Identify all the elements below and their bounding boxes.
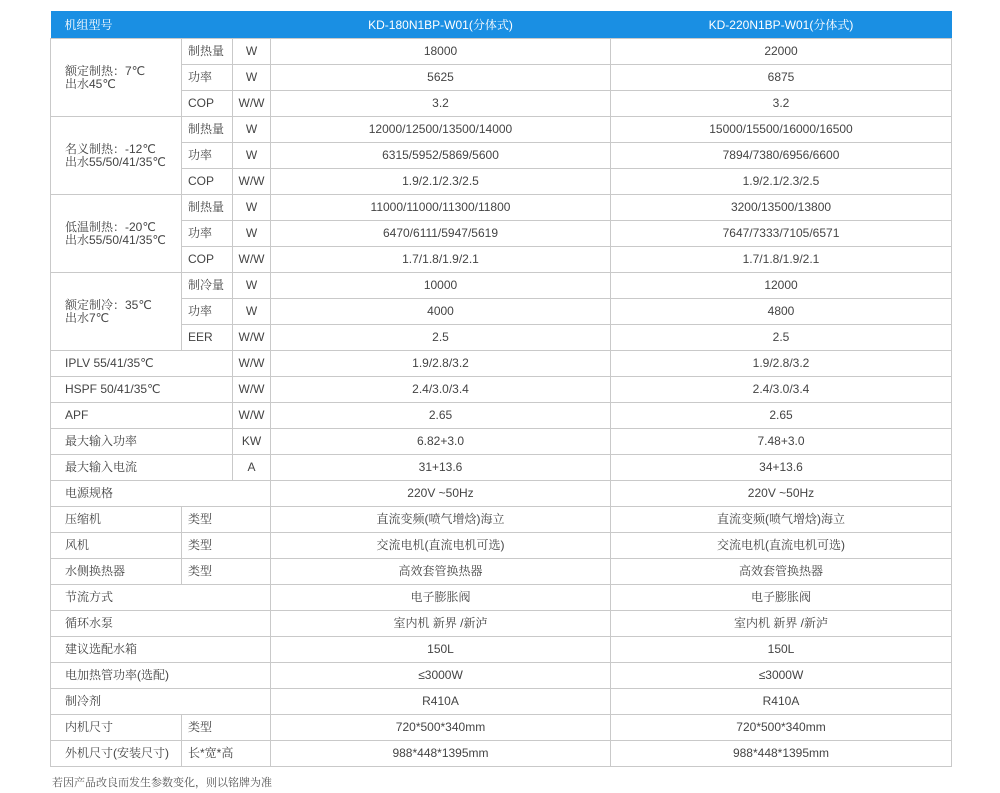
value-model-a: 5625 (271, 65, 611, 91)
row-label: 节流方式 (51, 585, 271, 611)
value-model-b: 1.9/2.8/3.2 (611, 351, 952, 377)
sub-label: 功率 (182, 65, 233, 91)
table-row (51, 611, 952, 637)
unit-cell: W (233, 65, 271, 91)
footnote: 若因产品改良而发生参数变化，则以铭牌为准 (52, 777, 272, 789)
value-model-a: 720*500*340mm (271, 715, 611, 741)
table-row (51, 351, 952, 377)
sub-label: 功率 (182, 299, 233, 325)
table-row (51, 247, 952, 273)
value-model-b: 7894/7380/6956/6600 (611, 143, 952, 169)
value-model-a: 18000 (271, 39, 611, 65)
table-row (51, 429, 952, 455)
table-row (51, 741, 952, 767)
value-model-a: 31+13.6 (271, 455, 611, 481)
table-row (51, 637, 952, 663)
value-model-b: 室内机 新界 /新泸 (611, 611, 952, 637)
value-model-a: 2.4/3.0/3.4 (271, 377, 611, 403)
value-model-a: 10000 (271, 273, 611, 299)
value-model-b: 988*448*1395mm (611, 741, 952, 767)
unit-cell: KW (233, 429, 271, 455)
sub-label: COP (182, 247, 233, 273)
value-model-b: 150L (611, 637, 952, 663)
value-model-b: 15000/15500/16000/16500 (611, 117, 952, 143)
table-row (51, 403, 952, 429)
table-row (51, 585, 952, 611)
unit-cell: W/W (233, 351, 271, 377)
value-model-b: 电子膨胀阀 (611, 585, 952, 611)
value-model-b: 2.4/3.0/3.4 (611, 377, 952, 403)
value-model-b: 2.65 (611, 403, 952, 429)
value-model-b: ≤3000W (611, 663, 952, 689)
value-model-a: ≤3000W (271, 663, 611, 689)
value-model-b: 34+13.6 (611, 455, 952, 481)
header-row (51, 11, 952, 39)
unit-cell: W (233, 117, 271, 143)
table-row (51, 455, 952, 481)
row-label: 水侧换热器 (51, 559, 182, 585)
sub-label: 制热量 (182, 117, 233, 143)
row-label: 电源规格 (51, 481, 271, 507)
value-model-b: 3.2 (611, 91, 952, 117)
value-model-a: 1.9/2.1/2.3/2.5 (271, 169, 611, 195)
value-model-b: 7647/7333/7105/6571 (611, 221, 952, 247)
value-model-b: 6875 (611, 65, 952, 91)
value-model-a: 3.2 (271, 91, 611, 117)
table-row (51, 559, 952, 585)
unit-cell: W (233, 273, 271, 299)
table-row (51, 663, 952, 689)
value-model-a: 直流变频(喷气增焓)海立 (271, 507, 611, 533)
group-label: 名义制热：-12℃ 出水55/50/41/35℃ (51, 117, 182, 195)
table-row (51, 273, 952, 299)
unit-cell: W/W (233, 377, 271, 403)
row-label: 风机 (51, 533, 182, 559)
sub-label: 类型 (182, 559, 271, 585)
sub-label: 长*宽*高 (182, 741, 271, 767)
table-row (51, 299, 952, 325)
table-row (51, 221, 952, 247)
sub-label: 类型 (182, 533, 271, 559)
value-model-a: 6.82+3.0 (271, 429, 611, 455)
value-model-b: 1.7/1.8/1.9/2.1 (611, 247, 952, 273)
row-label: 内机尺寸 (51, 715, 182, 741)
unit-cell: W (233, 195, 271, 221)
unit-cell: W/W (233, 403, 271, 429)
unit-cell: W/W (233, 247, 271, 273)
row-label: 制冷剂 (51, 689, 271, 715)
value-model-a: 2.65 (271, 403, 611, 429)
value-model-a: 4000 (271, 299, 611, 325)
row-label: 压缩机 (51, 507, 182, 533)
group-label: 低温制热：-20℃ 出水55/50/41/35℃ (51, 195, 182, 273)
value-model-a: 1.7/1.8/1.9/2.1 (271, 247, 611, 273)
value-model-b: 1.9/2.1/2.3/2.5 (611, 169, 952, 195)
sub-label: EER (182, 325, 233, 351)
row-label: 外机尺寸(安装尺寸) (51, 741, 182, 767)
table-row (51, 689, 952, 715)
row-label: 建议选配水箱 (51, 637, 271, 663)
value-model-a: 交流电机(直流电机可选) (271, 533, 611, 559)
table-row (51, 91, 952, 117)
table-row (51, 195, 952, 221)
value-model-a: 12000/12500/13500/14000 (271, 117, 611, 143)
row-label: APF (51, 403, 233, 429)
row-label: 循环水泵 (51, 611, 271, 637)
value-model-a: 1.9/2.8/3.2 (271, 351, 611, 377)
value-model-a: 室内机 新界 /新泸 (271, 611, 611, 637)
value-model-b: 高效套管换热器 (611, 559, 952, 585)
value-model-a: 150L (271, 637, 611, 663)
value-model-a: 6315/5952/5869/5600 (271, 143, 611, 169)
table-row (51, 325, 952, 351)
value-model-b: 3200/13500/13800 (611, 195, 952, 221)
value-model-b: 交流电机(直流电机可选) (611, 533, 952, 559)
value-model-a: 220V ~50Hz (271, 481, 611, 507)
value-model-b: 720*500*340mm (611, 715, 952, 741)
group-label: 额定制热：7℃ 出水45℃ (51, 39, 182, 117)
table-row (51, 507, 952, 533)
value-model-a: R410A (271, 689, 611, 715)
row-label: IPLV 55/41/35℃ (51, 351, 233, 377)
value-model-b: 7.48+3.0 (611, 429, 952, 455)
table-row (51, 117, 952, 143)
unit-cell: W/W (233, 325, 271, 351)
table-row (51, 169, 952, 195)
value-model-b: 220V ~50Hz (611, 481, 952, 507)
table-row (51, 65, 952, 91)
value-model-a: 电子膨胀阀 (271, 585, 611, 611)
sub-label: 制热量 (182, 195, 233, 221)
table-row (51, 377, 952, 403)
value-model-a: 11000/11000/11300/11800 (271, 195, 611, 221)
row-label: 电加热管功率(选配) (51, 663, 271, 689)
value-model-b: 直流变频(喷气增焓)海立 (611, 507, 952, 533)
value-model-b: 2.5 (611, 325, 952, 351)
value-model-a: 988*448*1395mm (271, 741, 611, 767)
unit-cell: W (233, 221, 271, 247)
unit-cell: W/W (233, 91, 271, 117)
value-model-a: 高效套管换热器 (271, 559, 611, 585)
unit-cell: A (233, 455, 271, 481)
header-label: 机组型号 (51, 11, 271, 39)
value-model-b: 12000 (611, 273, 952, 299)
sub-label: COP (182, 169, 233, 195)
table-row (51, 481, 952, 507)
unit-cell: W (233, 299, 271, 325)
header-model-b: KD-220N1BP-W01(分体式) (611, 11, 952, 39)
group-label: 额定制冷：35℃ 出水7℃ (51, 273, 182, 351)
table-row (51, 143, 952, 169)
sub-label: COP (182, 91, 233, 117)
row-label: 最大输入电流 (51, 455, 233, 481)
unit-cell: W (233, 39, 271, 65)
row-label: HSPF 50/41/35℃ (51, 377, 233, 403)
unit-cell: W/W (233, 169, 271, 195)
table-row (51, 715, 952, 741)
sub-label: 类型 (182, 715, 271, 741)
sub-label: 类型 (182, 507, 271, 533)
row-label: 最大输入功率 (51, 429, 233, 455)
table-row (51, 533, 952, 559)
sub-label: 功率 (182, 143, 233, 169)
header-model-a: KD-180N1BP-W01(分体式) (271, 11, 611, 39)
unit-cell: W (233, 143, 271, 169)
sub-label: 制热量 (182, 39, 233, 65)
sub-label: 功率 (182, 221, 233, 247)
value-model-a: 6470/6111/5947/5619 (271, 221, 611, 247)
value-model-b: 4800 (611, 299, 952, 325)
sub-label: 制冷量 (182, 273, 233, 299)
spec-table (50, 11, 952, 767)
table-row (51, 39, 952, 65)
value-model-b: R410A (611, 689, 952, 715)
value-model-b: 22000 (611, 39, 952, 65)
value-model-a: 2.5 (271, 325, 611, 351)
